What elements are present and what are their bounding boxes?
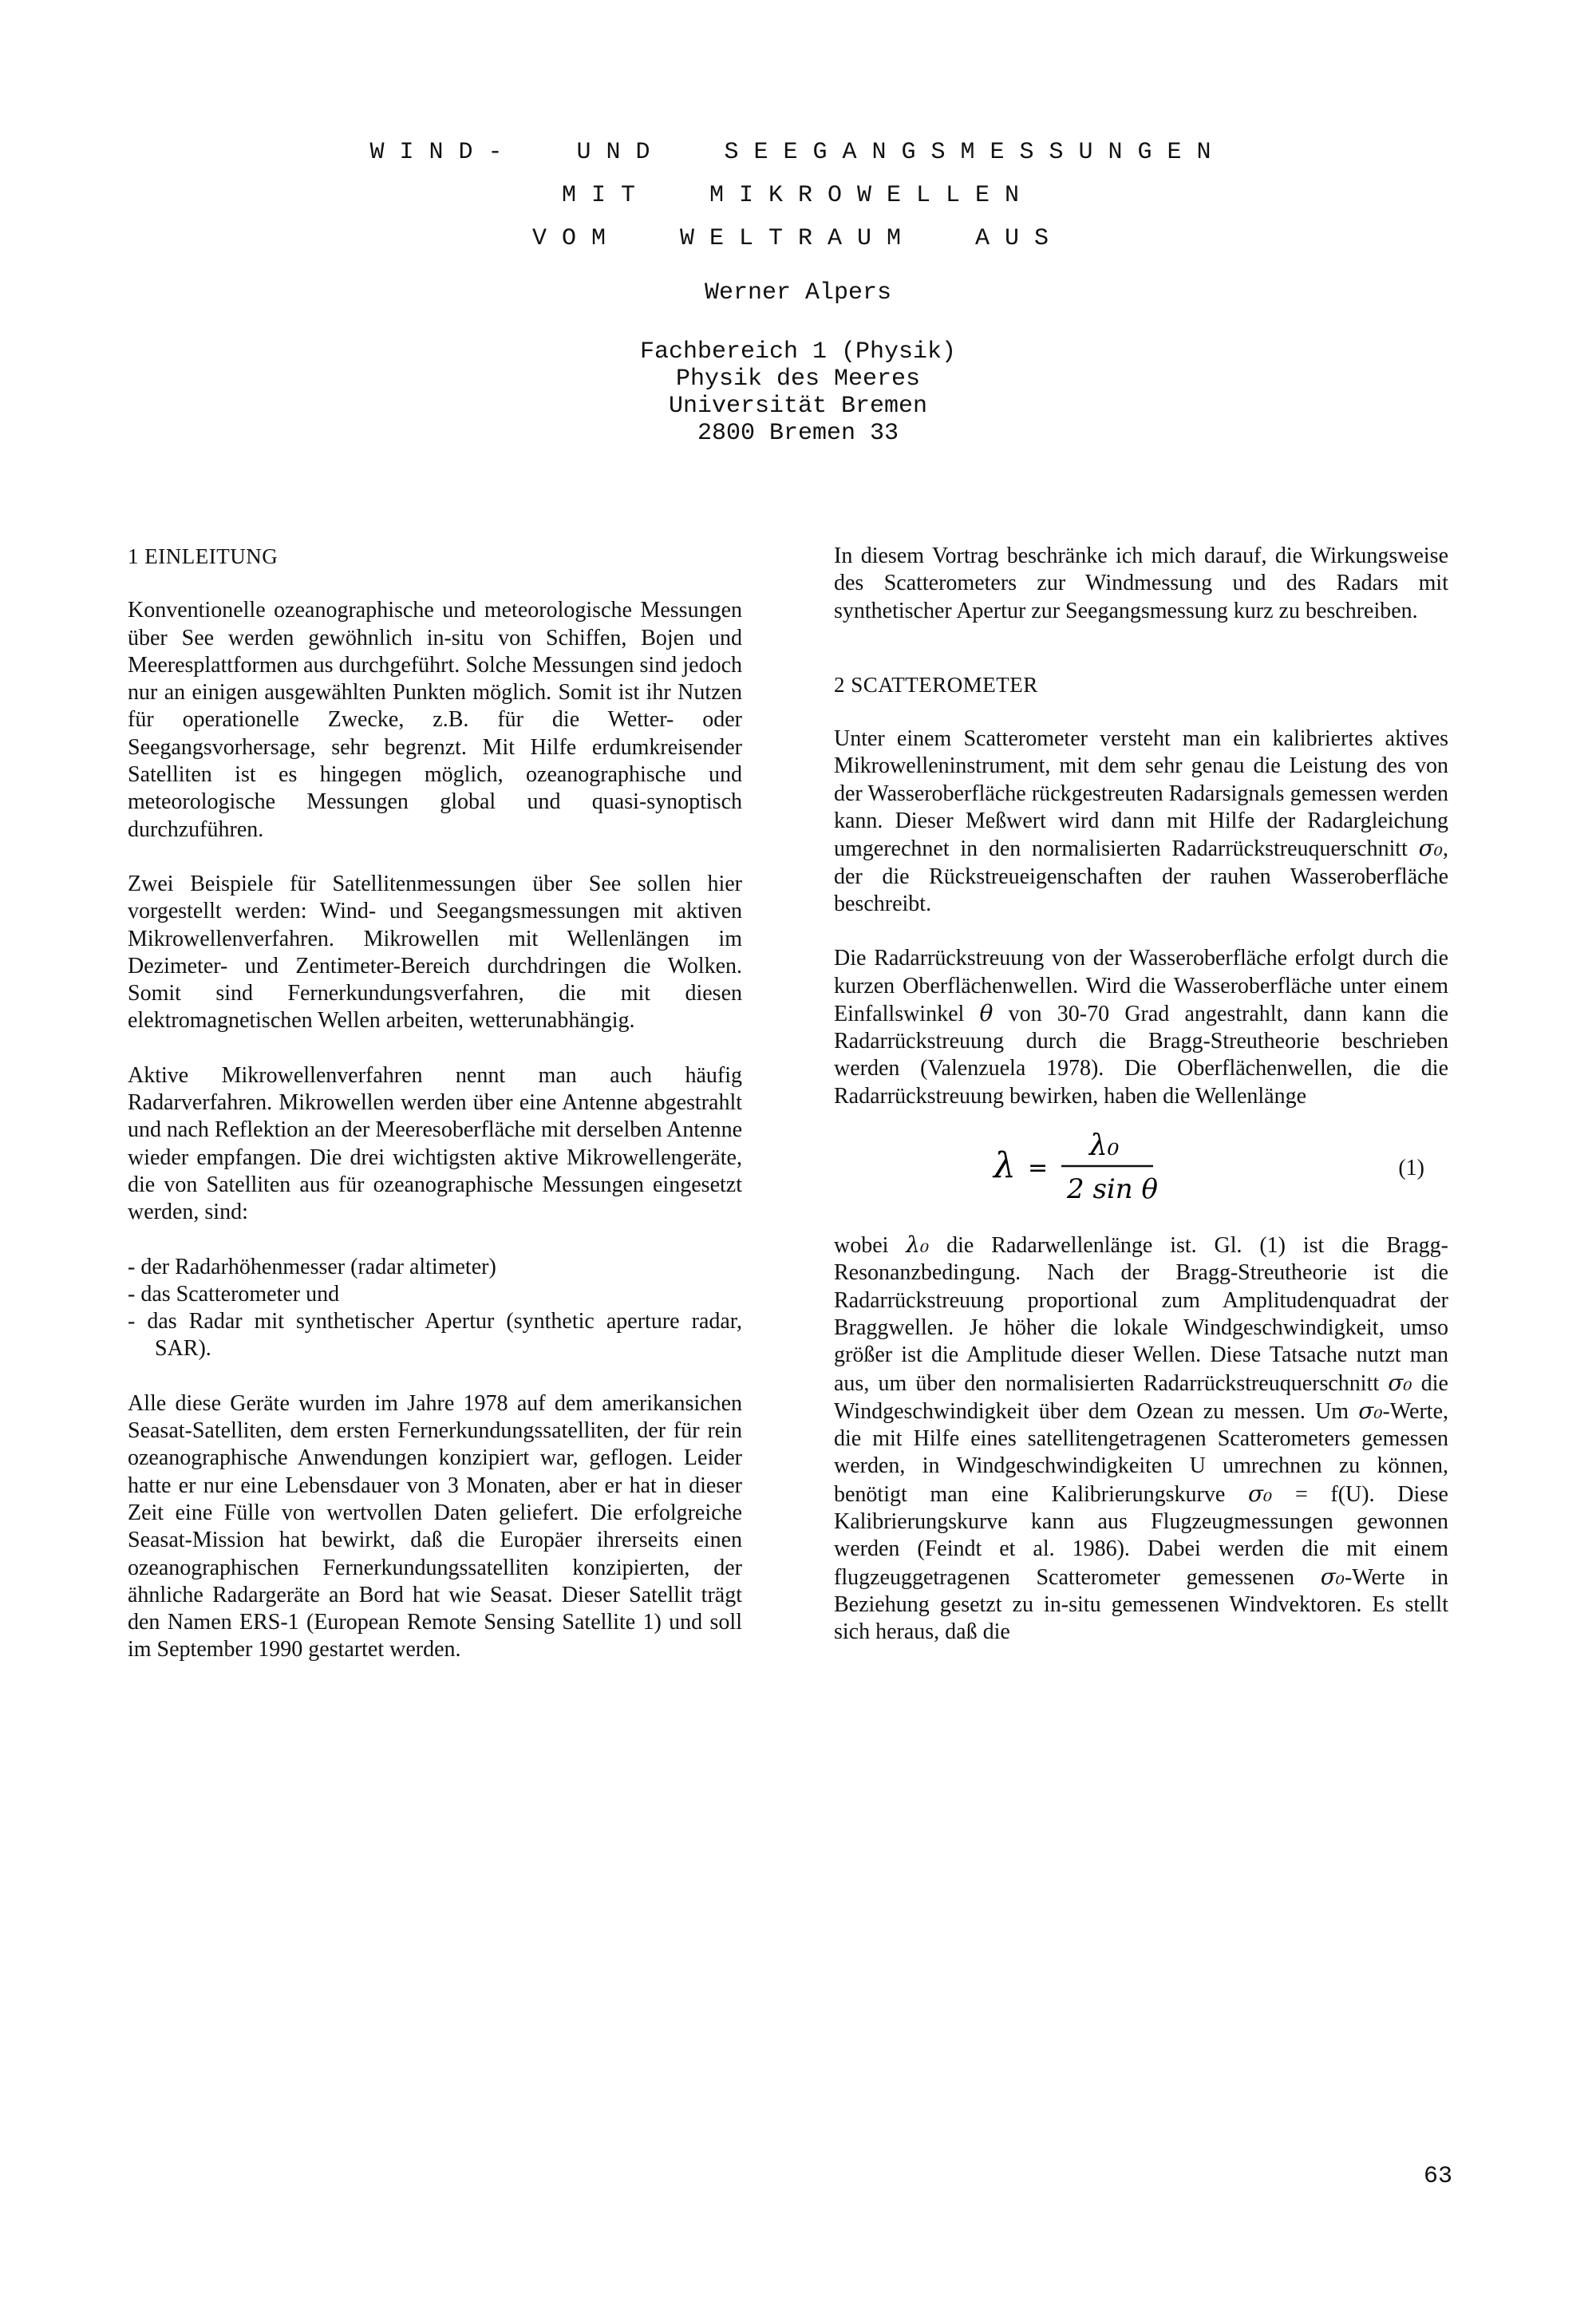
equation-number: (1) [1398,1156,1424,1181]
formula-lhs: λ [994,1145,1016,1187]
sigma-zero-symbol: σ₀ [1320,1563,1345,1590]
right-column [834,543,1448,1674]
formula-equals: = [1028,1154,1049,1183]
text-fragment: die Windgeschwindigkeit über dem Ozean zu messen. Um [834,1370,1448,1424]
affiliation-line-4: 2800 Bremen 33 [697,420,899,447]
paragraph-intro-scope: In diesem Vortrag beschränke ich mich darauf, die Wirkungsweise des Scatterometers zur Windmessung und des Radars mit synthetischer Apertur zur Seegangsmessung kurz zu beschreiben. [834,544,1448,623]
affiliation-line-1: Fachbereich 1 (Physik) [639,338,957,366]
formula-denominator: 2 sin θ [1067,1173,1158,1206]
lambda-zero-symbol: λ₀ [906,1232,930,1259]
sigma-zero-symbol: σ₀ [1358,1397,1383,1424]
paragraph-einleitung-4: Alle diese Geräte wurden im Jahre 1978 auf dem amerikansichen Seasat-Satelliten, dem ersten Fernerkundungssatelliten, der für rein ozeanographische Anwendungen konzipiert war, geflogen. Leider hatte er nur eine Lebensdauer von 3 Monaten, aber er hat in dieser Zeit eine Fülle von wertvollen Daten geliefert. Die erfolgreiche Seasat-Mission hat bewirkt, daß die Europäer ihrerseits einen ozeanographischen Fernerkundungssatelliten konzipierten, der ähnliche Radargeräte an Bord hat wie Seasat. Dieser Satellit trägt den Namen ERS-1 (European Remote Sensing Satellite 1) und soll im September 1990 gestartet werden. [128,1390,742,1663]
affiliation-line-3: Universität Bremen [668,393,928,420]
list-item: - das Radar mit synthetischer Apertur (synthetic aperture radar, SAR). [128,1308,742,1363]
section-1-heading: 1 EINLEITUNG [128,544,279,568]
sigma-zero-symbol: σ₀ [1418,835,1443,862]
author: Werner Alpers [704,279,892,306]
paragraph-einleitung-2: Zwei Beispiele für Satellitenmessungen über See sollen hier vorgestellt werden: Wind- und Seegangsmessungen mit aktiven Mikrowellenverfahren. Mikrowellen mit Wellenlängen im Dezimeter- und Zentimeter-Bereich durchdringen die Wolken. Somit sind Fernerkundungsverfahren, die mit diesen elektromagnetischen Wellen arbeiten, wetterunabhängig. [128,871,742,1034]
text-fragment: = f(U). Diese Kalibrierungskurve kann aus Flugzeugmessungen gewonnen werden (Feindt et al. 1986). Dabei werden die mit einem flugzeuggetragenen Scatterometer gemessenen [834,1481,1448,1590]
title-line-3: VOM WELTRAUM AUS [531,225,1065,252]
text-fragment: die Radarwellenlänge ist. Gl. (1) ist die Bragg-Resonanzbedingung. Nach der Bragg-Streutheorie ist die Radarrückstreuung proportional zum Amplitudenquadrat der Braggwellen. Je höher die lokale Windgeschwindigkeit, umso größer ist die Amplitude dieser Wellen. Diese Tatsache nutzt man aus, um über den normalisierten Radarrückstreuquerschnitt [834,1233,1448,1396]
title-line-1: WIND- UND SEEGANGSMESSUNGEN [369,139,1227,166]
section-2-heading: 2 SCATTEROMETER [834,672,1038,697]
formula-numerator: λ₀ [1089,1129,1120,1163]
text-fragment: wobei [834,1233,889,1259]
bragg-formula [834,1120,1448,1216]
left-column [128,543,742,1691]
text-fragment: Unter einem Scatterometer versteht man ein kalibriertes aktives Mikrowelleninstrument, mit dem sehr genau die Leistung des von der Wasseroberfläche rückgestreuten Radarsignals gemessen werden kann. Dieser Meßwert wird dann mit Hilfe der Radargleichung umgerechnet in den normalisierten Radarrückstreuquerschnitt [834,726,1448,862]
text-fragment: von 30-70 Grad angestrahlt, dann kann die Radarrückstreuung durch die Bragg-Streutheorie beschrieben werden (Valenzuela 1978). Die Oberflächenwellen, die die Radarrückstreuung bewirken, haben die Wellenlänge [834,1001,1449,1109]
paragraph-scatterometer-3 [834,1232,1448,1646]
title-line-2: MIT MIKROWELLEN [561,182,1035,209]
affiliation-line-2: Physik des Meeres [675,366,921,393]
sigma-zero-symbol: σ₀ [1388,1369,1412,1396]
paragraph-scatterometer-1 [834,726,1448,918]
paragraph-einleitung-1: Konventionelle ozeanographische und meteorologische Messungen über See werden gewöhnlich in-situ von Schiffen, Bojen und Meeresplattformen aus durchgeführt. Solche Messungen sind jedoch nur an einigen ausgewählten Punkten möglich. Somit ist ihr Nutzen für operationelle Zwecke, z.B. für die Wetter- oder Seegangsvorhersage, sehr begrenzt. Mit Hilfe erdumkreisender Satelliten ist es hingegen möglich, ozeanographische und meteorologische Messungen global und quasi-synoptisch durchzuführen. [128,598,742,842]
page-number: 63 [1423,2163,1452,2190]
list-item: - das Scatterometer und [128,1281,742,1308]
paragraph-scatterometer-2 [834,945,1448,1110]
text-fragment: -Werte in Beziehung gesetzt zu in-situ gemessenen Windvektoren. Es stellt sich heraus, daß die [834,1564,1448,1645]
paragraph-einleitung-3: Aktive Mikrowellenverfahren nennt man auch häufig Radarverfahren. Mikrowellen werden über eine Antenne abgestrahlt und nach Reflektion an der Meeresoberfläche mit derselben Antenne wieder empfangen. Die drei wichtigsten aktive Mikrowellengeräte, die von Satelliten aus für ozeanographische Messungen eingesetzt werden, sind: [128,1062,742,1225]
sigma-zero-symbol: σ₀ [1247,1480,1273,1507]
text-fragment: Die Radarrückstreuung von der Wasseroberfläche erfolgt durch die kurzen Oberflächenwellen. Wird die Wasseroberfläche unter einem Einfallswinkel [834,946,1448,1026]
formula-graphic [834,1120,1448,1216]
instrument-list [128,1254,742,1363]
text-fragment: , der die Rückstreueigenschaften der rauhen Wasseroberfläche beschreibt. [834,836,1448,916]
list-item: - der Radarhöhenmesser (radar altimeter) [128,1254,742,1281]
text-fragment: -Werte, die mit Hilfe eines satellitengetragenen Scatterometers gemessen werden, in Windgeschwindigkeiten U umrechnen zu können, benötigt man eine Kalibrierungskurve [834,1398,1449,1507]
theta-symbol: θ [979,999,994,1026]
